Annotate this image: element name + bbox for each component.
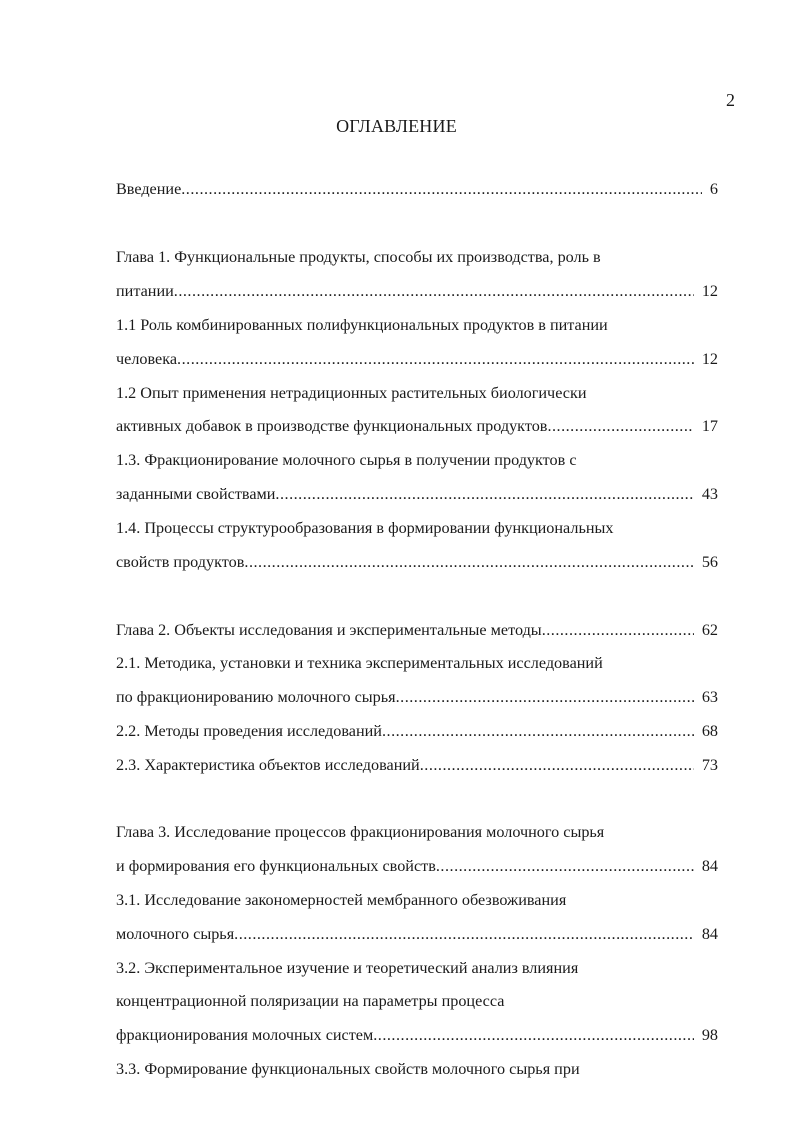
dot-leader [436, 855, 694, 877]
dot-leader [373, 1024, 694, 1046]
toc-page-number: 43 [701, 485, 718, 503]
dot-leader [382, 720, 694, 742]
toc-entry-text: человека [116, 350, 178, 368]
toc-page-number: 68 [701, 722, 718, 740]
toc-entry-intro [116, 178, 718, 200]
toc-section-2-3 [116, 754, 718, 776]
toc-section-1-3-title: 1.3. Фракционирование молочного сырья в получении продуктов с [116, 451, 577, 469]
toc-entry-text: по фракционированию молочного сырья [116, 688, 396, 706]
toc-section-3-2-line2: концентрационной поляризации на параметры процесса [116, 992, 505, 1010]
toc-entry-text: заданными свойствами [116, 485, 276, 503]
toc-page-number: 84 [701, 925, 718, 943]
toc-section-1-1-cont [116, 348, 718, 370]
dot-leader [234, 923, 694, 945]
toc-section-1-3-cont [116, 483, 718, 505]
toc-page-number: 98 [701, 1026, 718, 1044]
toc-section-2-1-title: 2.1. Методика, установки и техника экспериментальных исследований [116, 654, 603, 672]
toc-section-3-2-title: 3.2. Экспериментальное изучение и теоретический анализ влияния [116, 959, 579, 977]
toc-page-number: 56 [701, 553, 718, 571]
dot-leader [547, 415, 693, 437]
toc-section-1-2-cont [116, 415, 718, 437]
toc-page-number: 17 [701, 417, 718, 435]
toc-section-1-4-cont [116, 551, 718, 573]
dot-leader [181, 178, 702, 200]
toc-section-3-1-cont [116, 923, 718, 945]
toc-section-3-3-title: 3.3. Формирование функциональных свойств молочного сырья при [116, 1060, 580, 1078]
toc-entry-text: активных добавок в производстве функциональных продуктов [116, 417, 548, 435]
toc-entry-text: 2.2. Методы проведения исследований [116, 722, 382, 740]
toc-section-1-2-title: 1.2 Опыт применения нетрадиционных растительных биологически [116, 384, 587, 402]
toc-entry-text: фракционирования молочных систем [116, 1026, 374, 1044]
toc-section-3-2-cont [116, 1024, 718, 1046]
toc-entry-text: и формирования его функциональных свойств [116, 857, 436, 875]
toc-section-2-1-cont [116, 686, 718, 708]
toc-page-number: 12 [701, 350, 718, 368]
dot-leader [174, 280, 694, 302]
page-title: ОГЛАВЛЕНИЕ [336, 116, 457, 136]
dot-leader [275, 483, 693, 505]
toc-chapter-3-cont [116, 855, 718, 877]
toc-entry-text: 2.3. Характеристика объектов исследований [116, 756, 420, 774]
toc-page-number: 62 [701, 621, 718, 639]
toc-entry-text: свойств продуктов [116, 553, 245, 571]
dot-leader [542, 619, 694, 641]
toc-section-1-4-title: 1.4. Процессы структурообразования в формировании функциональных [116, 519, 614, 537]
dot-leader [177, 348, 694, 370]
page-number: 2 [726, 90, 735, 110]
toc-page-number: 73 [701, 756, 718, 774]
toc-page-number: 84 [701, 857, 718, 875]
toc-chapter-2 [116, 619, 718, 641]
dot-leader [420, 754, 694, 776]
toc-page-number: 6 [709, 180, 718, 198]
toc-chapter-1-title: Глава 1. Функциональные продукты, способы их производства, роль в [116, 248, 601, 266]
toc-entry-text: питании [116, 282, 174, 300]
toc-entry-text: Глава 2. Объекты исследования и экспериментальные методы [116, 621, 542, 639]
toc-chapter-3-title: Глава 3. Исследование процессов фракционирования молочного сырья [116, 823, 605, 841]
toc-chapter-1-cont [116, 280, 718, 302]
toc-section-3-1-title: 3.1. Исследование закономерностей мембранного обезвоживания [116, 891, 567, 909]
toc-page-number: 63 [701, 688, 718, 706]
toc-section-2-2 [116, 720, 718, 742]
dot-leader [244, 551, 693, 573]
toc-entry-text: Введение [116, 180, 182, 198]
dot-leader [396, 686, 694, 708]
toc-page-number: 12 [701, 282, 718, 300]
toc-section-1-1-title: 1.1 Роль комбинированных полифункциональных продуктов в питании [116, 316, 608, 334]
toc-entry-text: молочного сырья [116, 925, 235, 943]
